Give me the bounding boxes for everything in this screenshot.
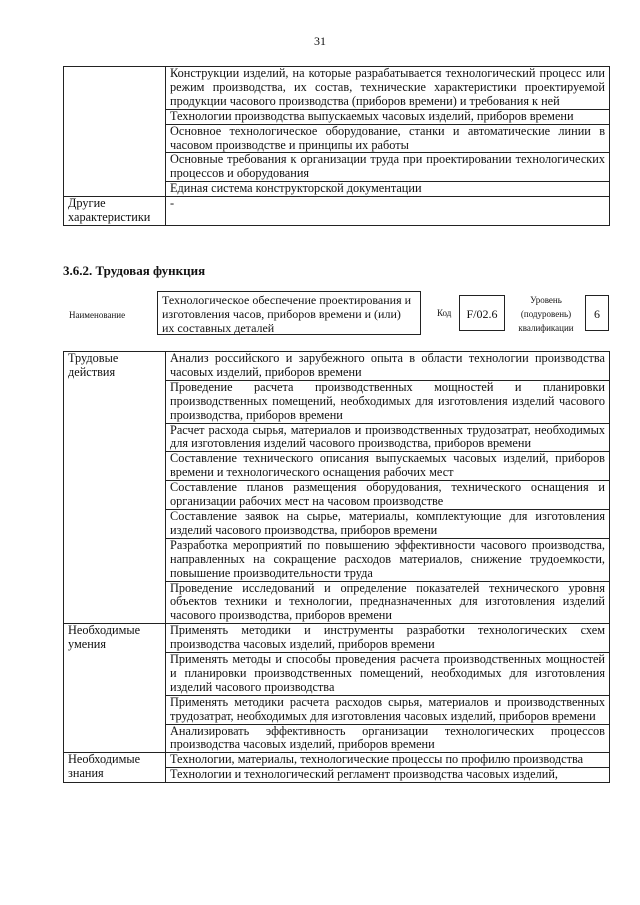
table-cell: Расчет расхода сырья, материалов и производственных трудозатрат, необходимых для изготовления изделий часового производства, приборов времени	[166, 423, 610, 452]
table-cell: Основное технологическое оборудование, станки и автоматические линии в часовом производстве и принципы их работы	[166, 124, 610, 153]
table-row	[64, 624, 610, 653]
table-cell: Технологии, материалы, технологические процессы по профилю производства	[166, 753, 610, 768]
table-row	[64, 67, 610, 110]
code-label: Код	[437, 308, 452, 318]
knowledge-continuation-table	[63, 66, 610, 226]
table-row	[64, 753, 610, 768]
row-label-other: Другие характеристики	[64, 197, 166, 226]
table-cell: Применять методы и способы проведения расчета производственных мощностей и планировки производственных помещений, необходимых для изготовления изделий часового производства	[166, 653, 610, 696]
table-cell: Единая система конструкторской документации	[166, 182, 610, 197]
table-row	[64, 352, 610, 381]
actions-label: Трудовые действия	[64, 352, 166, 624]
name-value: Технологическое обеспечение проектирования и изготовления часов, приборов времени и (или) их составных деталей	[157, 291, 421, 335]
table-cell: Составление технического описания выпускаемых часовых изделий, приборов времени и технологического оснащения рабочих мест	[166, 452, 610, 481]
table-cell: Применять методики и инструменты разработки технологических схем производства часовых изделий, приборов времени	[166, 624, 610, 653]
table-cell: Разработка мероприятий по повышению эффективности часового производства, направленных на сокращение расходов материалов, снижение трудоемкости, повышение производительности труда	[166, 538, 610, 581]
function-header	[63, 291, 610, 337]
table-cell: Конструкции изделий, на которые разрабатывается технологический процесс или режим производства, их состав, технические характеристики проектируемой продукции часового производства (приборов времени) и требования к ней	[166, 67, 610, 110]
table-cell: Применять методики расчета расходов сырья, материалов и производственных трудозатрат, необходимых для изготовления часовых изделий, приборов времени	[166, 695, 610, 724]
page-number: 31	[314, 34, 326, 48]
code-value: F/02.6	[459, 295, 505, 331]
table-cell: Проведение расчета производственных мощностей и планировки производственных помещений, необходимых для изготовления изделий часового производства, приборов времени	[166, 380, 610, 423]
level-value: 6	[585, 295, 609, 331]
table-row	[64, 197, 610, 226]
table-cell: Технологии и технологический регламент производства часовых изделий,	[166, 768, 610, 783]
table-cell: -	[166, 197, 610, 226]
row-label-empty	[64, 67, 166, 197]
table-cell: Основные требования к организации труда при проектировании технологических процессов и оборудования	[166, 153, 610, 182]
table-cell: Анализ российского и зарубежного опыта в области технологии производства часовых изделий, приборов времени	[166, 352, 610, 381]
labor-function-table	[63, 351, 610, 783]
skills-label: Необходимые умения	[64, 624, 166, 753]
name-label: Наименование	[69, 310, 126, 320]
table-cell: Технологии производства выпускаемых часовых изделий, приборов времени	[166, 109, 610, 124]
table-cell: Составление заявок на сырье, материалы, комплектующие для изготовления изделий часового производства, приборов времени	[166, 509, 610, 538]
knowledge-label: Необходимые знания	[64, 753, 166, 783]
section-title: 3.6.2. Трудовая функция	[63, 263, 206, 278]
table-cell: Анализировать эффективность организации технологических процессов производства часовых изделий, приборов времени	[166, 724, 610, 753]
table-cell: Составление планов размещения оборудования, технического оснащения и организации рабочих мест на часовом производстве	[166, 481, 610, 510]
level-label: Уровень (подуровень) квалификации	[518, 295, 574, 333]
table-cell: Проведение исследований и определение показателей технического уровня объектов техники и технологии, предназначенных для изготовления изделий часового производства, приборов времени	[166, 581, 610, 624]
